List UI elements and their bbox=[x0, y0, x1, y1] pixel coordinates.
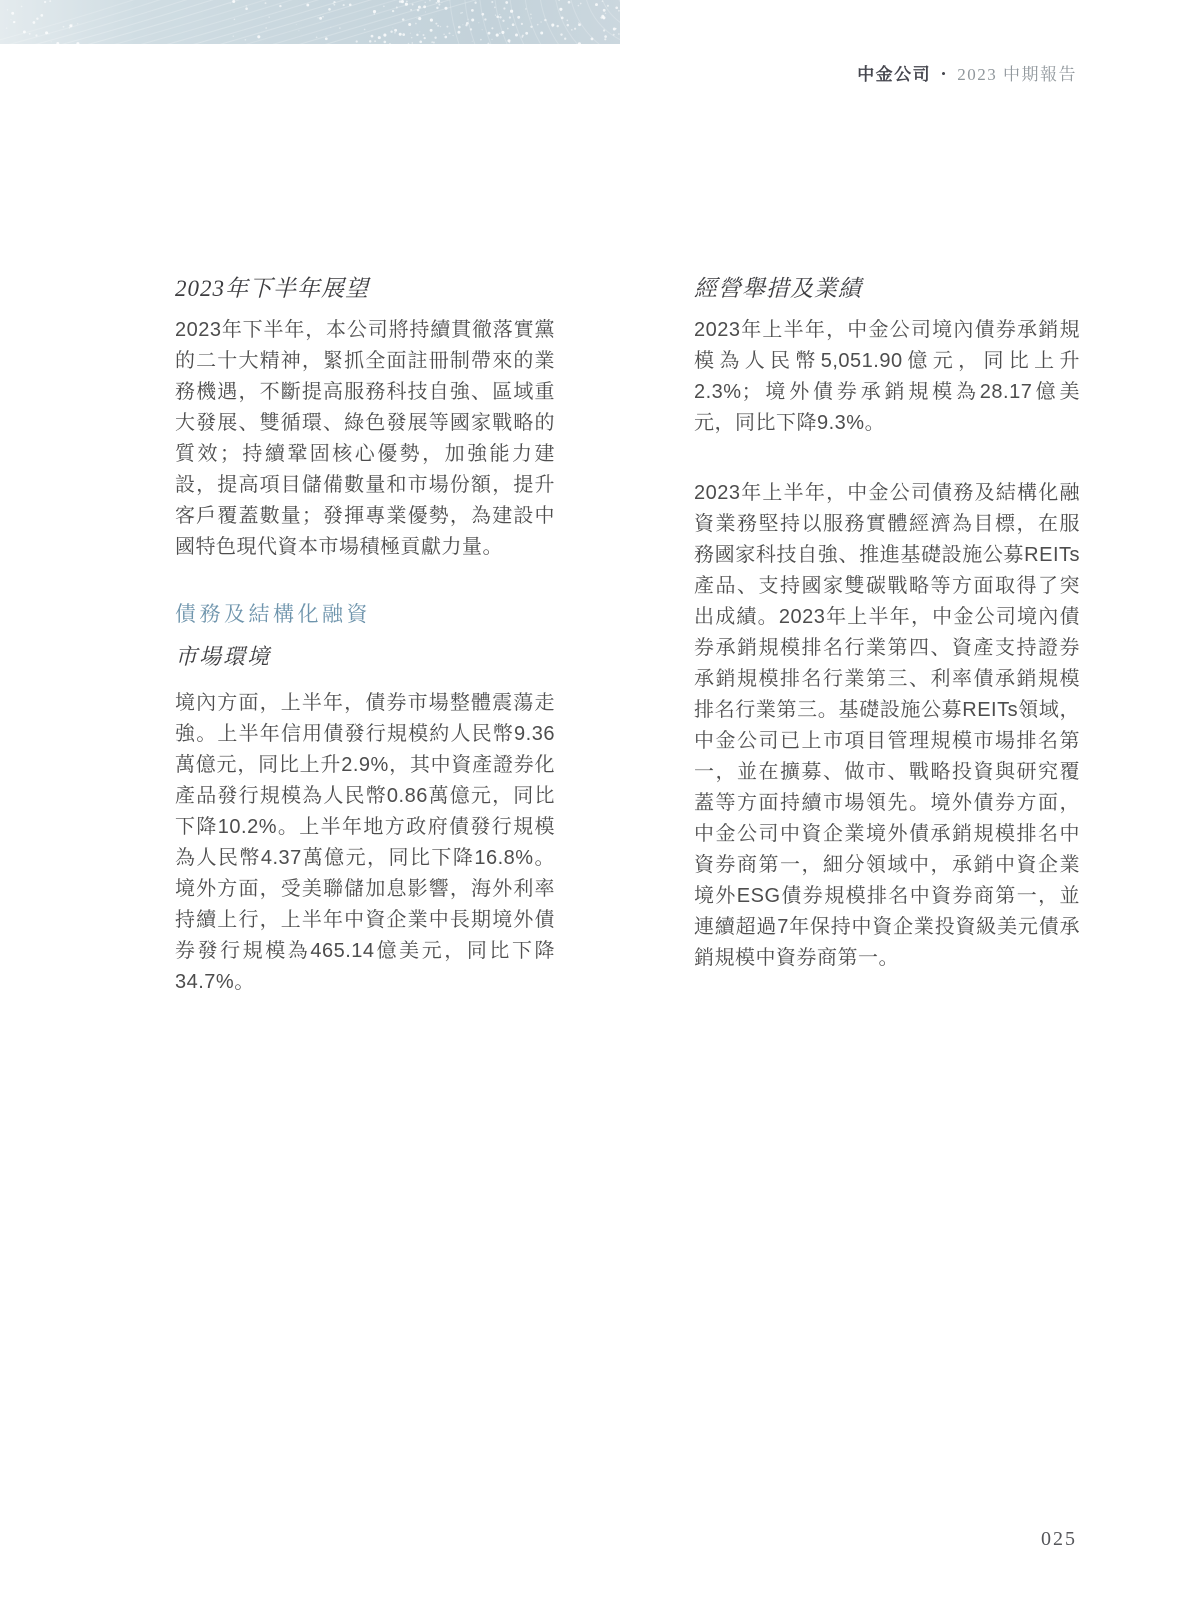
operations-paragraph-2: 2023年上半年，中金公司債務及結構化融資業務堅持以服務實體經濟為目標，在服務國家科技自強、推進基礎設施公募REITs產品、支持國家雙碳戰略等方面取得了突出成績。2023年上半年，中金公司境內債券承銷規模排名行業第四、資產支持證券承銷規模排名行業第三、利率債承銷規模排名行業第三。基礎設施公募REITs領域，中金公司已上市項目管理規模市場排名第一，並在擴募、做市、戰略投資與研究覆蓋等方面持續市場領先。境外債券方面，中金公司中資企業境外債承銷規模排名中資券商第一，細分領域中，承銷中資企業境外ESG債券規模排名中資券商第一，並連續超過7年保持中資企業投資級美元債承銷規模中資券商第一。 bbox=[694, 482, 1080, 969]
header-report-title: 2023 中期報告 bbox=[957, 65, 1077, 84]
outlook-paragraph: 2023年下半年，本公司將持續貫徹落實黨的二十大精神，緊抓全面註冊制帶來的業務機遇，不斷提高服務科技自強、區域重大發展、雙循環、綠色發展等國家戰略的質效；持續鞏固核心優勢，加強能力建設，提高項目儲備數量和市場份額，提升客戶覆蓋數量；發揮專業優勢，為建設中國特色現代資本市場積極貢獻力量。 bbox=[175, 319, 555, 558]
header-company-name: 中金公司 bbox=[857, 65, 932, 84]
left-column bbox=[175, 273, 555, 998]
section-heading-debt-structured-finance: 債務及結構化融資 bbox=[175, 603, 371, 626]
section-heading-outlook: 2023年下半年展望 bbox=[175, 276, 369, 301]
right-column bbox=[694, 273, 1080, 974]
header-separator-dot: • bbox=[941, 66, 948, 81]
subsection-heading-market-environment: 市場環境 bbox=[175, 644, 272, 669]
operations-paragraph-1: 2023年上半年，中金公司境內債券承銷規模為人民幣5,051.90億元，同比上升2.3%；境外債券承銷規模為28.17億美元，同比下降9.3%。 bbox=[694, 319, 1080, 434]
page-number: 025 bbox=[1041, 1528, 1077, 1550]
section-heading-operations: 經營舉措及業績 bbox=[694, 276, 862, 301]
market-environment-paragraph: 境內方面，上半年，債券市場整體震蕩走強。上半年信用債發行規模約人民幣9.36萬億元，同比上升2.9%，其中資產證券化產品發行規模為人民幣0.86萬億元，同比下降10.2%。上半年地方政府債發行規模為人民幣4.37萬億元，同比下降16.8%。境外方面，受美聯儲加息影響，海外利率持續上行，上半年中資企業中長期境外債券發行規模為465.14億美元，同比下降34.7%。 bbox=[175, 692, 555, 993]
decorative-wave-band bbox=[0, 0, 620, 44]
page-header bbox=[0, 60, 1077, 85]
